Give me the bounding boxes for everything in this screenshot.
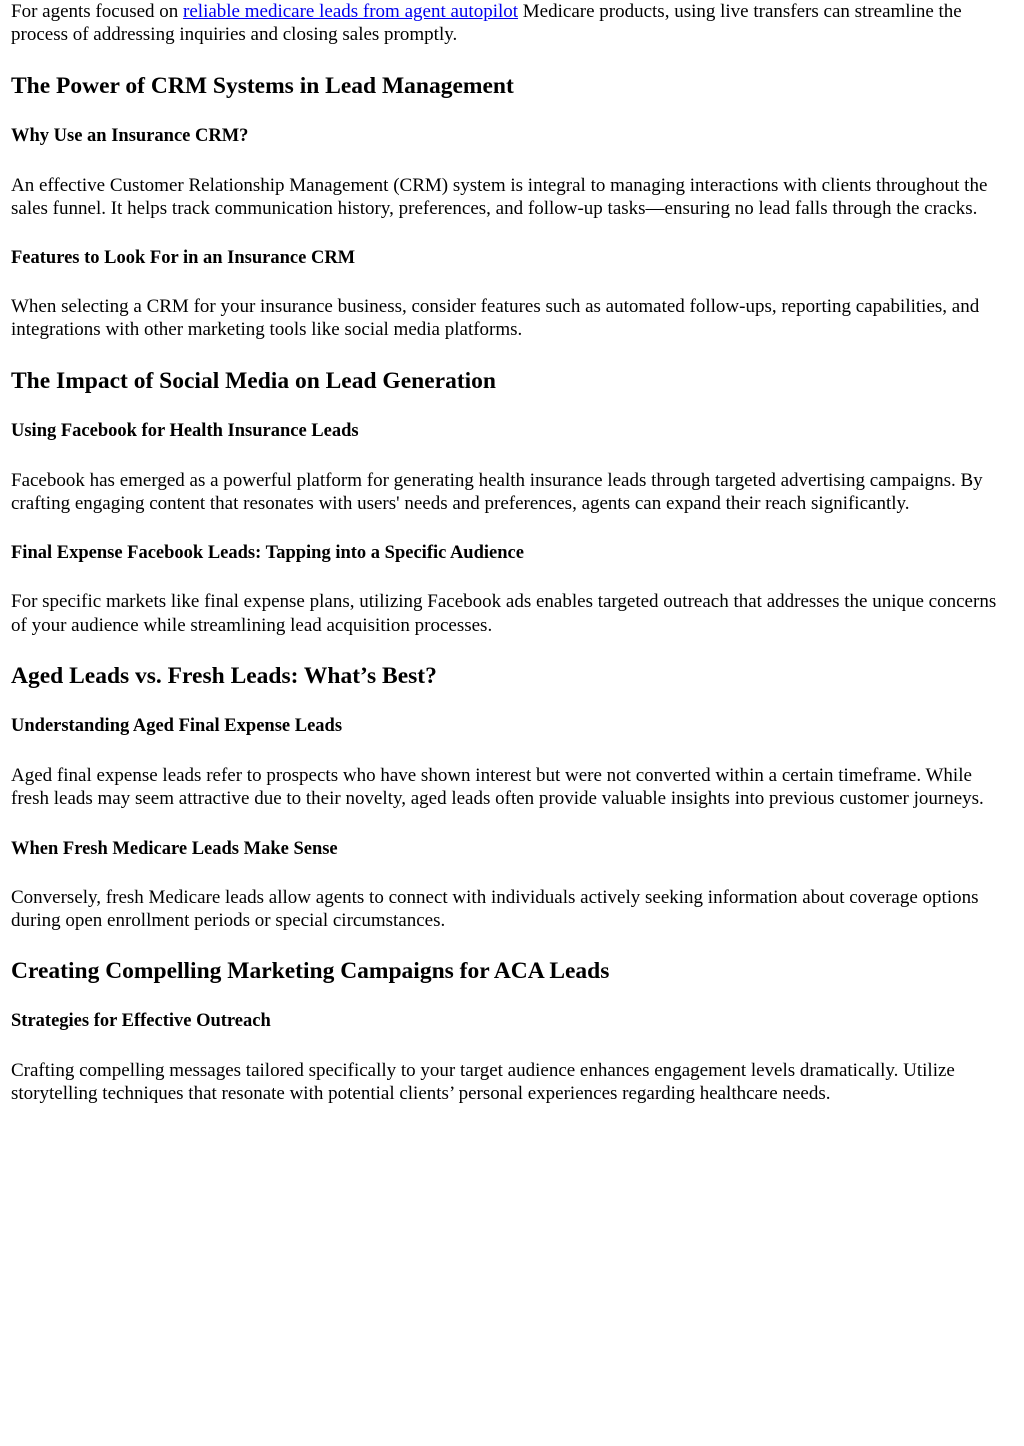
subheading-crm-features: Features to Look For in an Insurance CRM xyxy=(11,248,356,269)
paragraph-why-crm: An effective Customer Relationship Management (CRM) system is integral to managing interactions with clients throughout the sales funnel. It helps track communication history, preferences, and follow-up tasks—ensuring no lead falls through the cracks. xyxy=(11,174,988,219)
paragraph-aged-leads: Aged final expense leads refer to prospects who have shown interest but were not converted within a certain timeframe. While fresh leads may seem attractive due to their novelty, aged leads often provide valuable insights into previous customer journeys. xyxy=(11,764,984,810)
paragraph-fresh-medicare: Conversely, fresh Medicare leads allow agents to connect with individuals actively seeking information about coverage options during open enrollment periods or special circumstances. xyxy=(11,886,979,931)
subheading-final-expense-facebook: Final Expense Facebook Leads: Tapping into a Specific Audience xyxy=(11,543,524,564)
intro-suffix: Medicare products, using live transfers can streamline the process of addressing inquiries and closing sales promptly. xyxy=(11,1,962,46)
paragraph-final-expense-facebook: For specific markets like final expense plans, utilizing Facebook ads enables targeted outreach that addresses the unique concerns of your audience while streamlining lead acquisition processes. xyxy=(11,591,997,636)
subheading-facebook-health: Using Facebook for Health Insurance Leads xyxy=(11,420,359,441)
section-heading-social-media: The Impact of Social Media on Lead Generation xyxy=(11,367,496,394)
paragraph-facebook-health: Facebook has emerged as a powerful platform for generating health insurance leads through targeted advertising campaigns. By crafting engaging content that resonates with users' needs and preferences, agents can expand their reach significantly. xyxy=(11,469,983,515)
subheading-fresh-medicare: When Fresh Medicare Leads Make Sense xyxy=(11,838,338,859)
intro-prefix: For agents focused on xyxy=(11,1,184,22)
paragraph-outreach-strategies: Crafting compelling messages tailored specifically to your target audience enhances engagement levels dramatically. Utilize storytelling techniques that resonate with potential clients’ personal experiences regarding healthcare needs. xyxy=(11,1060,955,1105)
intro-paragraph xyxy=(11,0,1014,47)
section-heading-aged-vs-fresh: Aged Leads vs. Fresh Leads: What’s Best? xyxy=(11,662,437,689)
section-heading-crm: The Power of CRM Systems in Lead Management xyxy=(11,72,514,99)
subheading-aged-leads: Understanding Aged Final Expense Leads xyxy=(11,715,343,736)
subheading-why-crm: Why Use an Insurance CRM? xyxy=(11,125,249,146)
paragraph-crm-features: When selecting a CRM for your insurance business, consider features such as automated follow-ups, reporting capabilities, and integrations with other marketing tools like social media platforms. xyxy=(11,296,980,341)
medicare-leads-link[interactable]: reliable medicare leads from agent autopilot xyxy=(183,1,519,22)
section-heading-aca-campaigns: Creating Compelling Marketing Campaigns for ACA Leads xyxy=(11,958,610,985)
subheading-outreach-strategies: Strategies for Effective Outreach xyxy=(11,1011,271,1032)
